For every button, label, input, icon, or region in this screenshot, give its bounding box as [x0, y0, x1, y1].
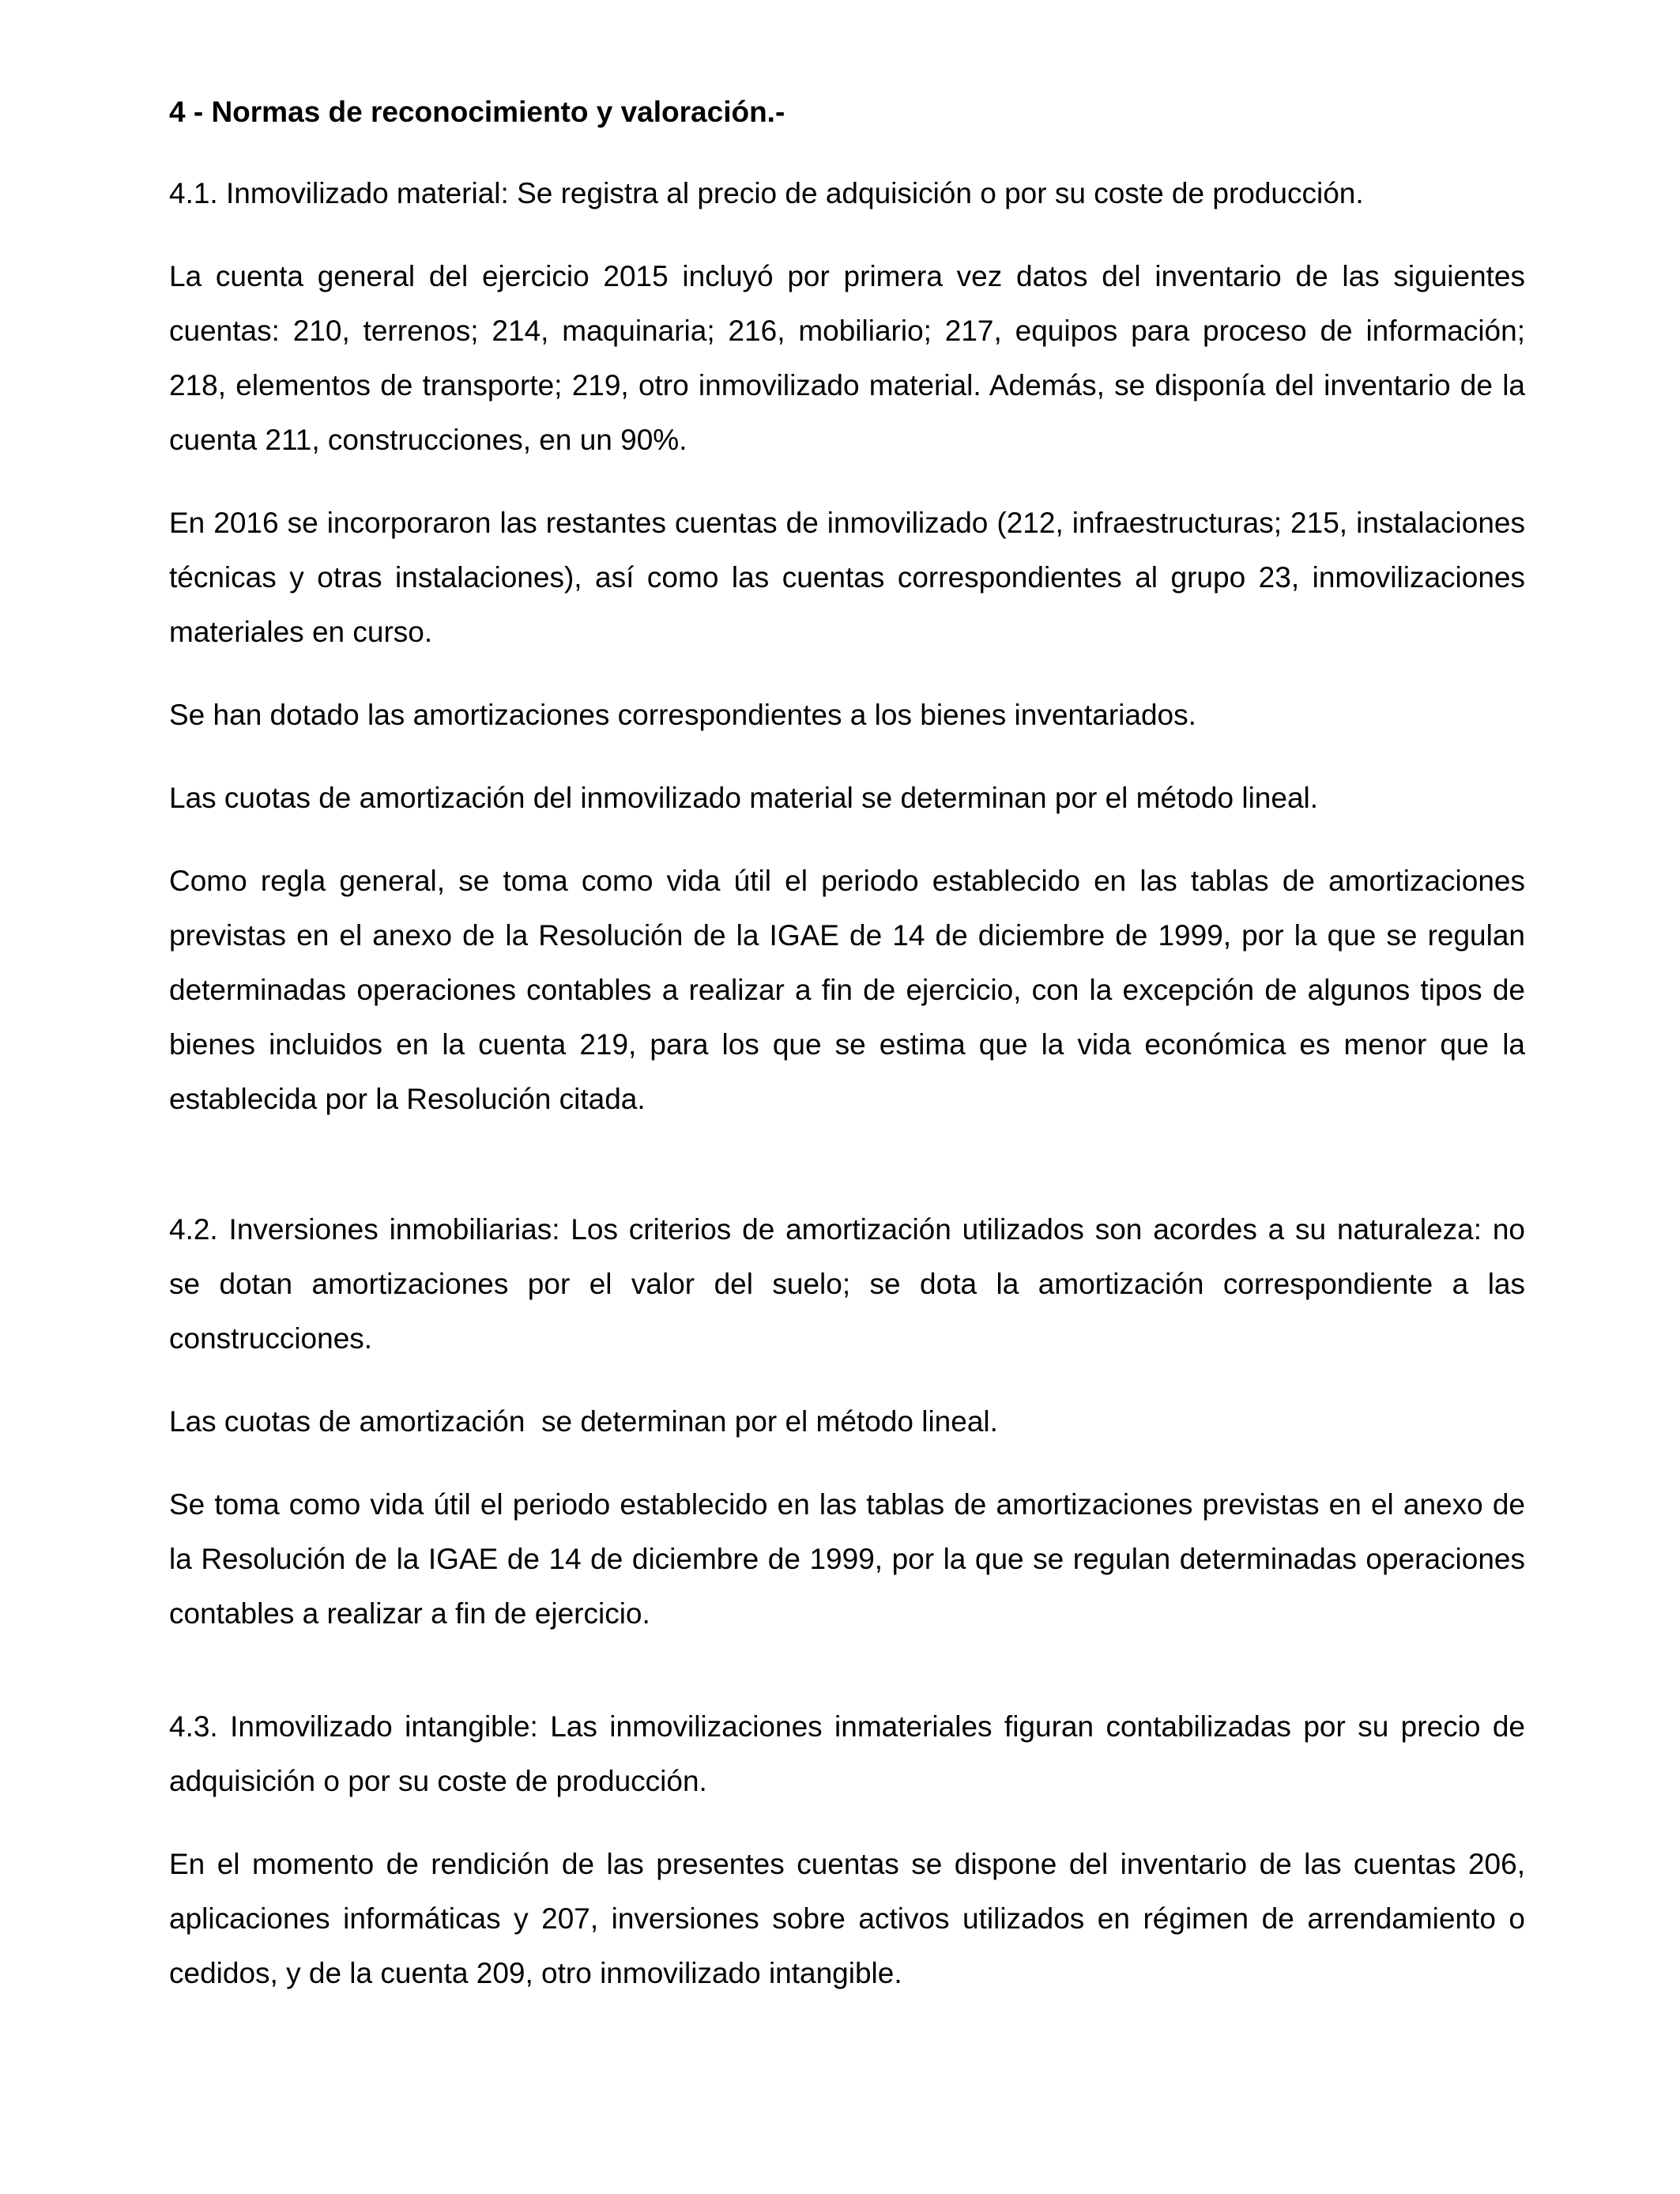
paragraph-4-1-amortizations: Se han dotado las amortizaciones correspondientes a los bienes inventariados.: [169, 699, 1196, 731]
paragraph-4-2-useful-life: Se toma como vida útil el periodo establecido en las tablas de amortizaciones previstas en el anexo de la Resolución de la IGAE de 14 de diciembre de 1999, por la que se regulan determinadas operaciones contables a realizar a fin de ejercicio.: [169, 1488, 1525, 1630]
paragraph-4-2-intro: 4.2. Inversiones inmobiliarias: Los criterios de amortización utilizados son acordes a su naturaleza: no se dotan amortizaciones por el valor del suelo; se dota la amortización correspondiente a las construcciones.: [169, 1213, 1525, 1355]
paragraph-4-1-useful-life: Como regla general, se toma como vida útil el periodo establecido en las tablas de amortizaciones previstas en el anexo de la Resolución de la IGAE de 14 de diciembre de 1999, por la que se regulan determinadas operaciones contables a realizar a fin de ejercicio, con la excepción de algunos tipos de bienes incluidos en la cuenta 219, para los que se estima que la vida económica es menor que la establecida por la Resolución citada.: [169, 865, 1525, 1115]
paragraph-4-1-method: Las cuotas de amortización del inmovilizado material se determinan por el método lineal.: [169, 782, 1319, 814]
paragraph-4-1-inventory-2015: La cuenta general del ejercicio 2015 incluyó por primera vez datos del inventario de las siguientes cuentas: 210, terrenos; 214, maquinaria; 216, mobiliario; 217, equipos para proceso de información; 218, elementos de transporte; 219, otro inmovilizado material. Además, se disponía del inventario de la cuenta 211, construcciones, en un 90%.: [169, 260, 1525, 456]
document-body: [169, 85, 1525, 2029]
paragraph-4-2-method: Las cuotas de amortización se determinan por el método lineal.: [169, 1405, 998, 1438]
paragraph-4-3-inventory: En el momento de rendición de las presentes cuentas se dispone del inventario de las cuentas 206, aplicaciones informáticas y 207, inversiones sobre activos utilizados en régimen de arrendamiento o cedidos, y de la cuenta 209, otro inmovilizado intangible.: [169, 1848, 1525, 1989]
section-heading: 4 - Normas de reconocimiento y valoración.-: [169, 96, 785, 128]
paragraph-4-1-intro: 4.1. Inmovilizado material: Se registra al precio de adquisición o por su coste de producción.: [169, 177, 1364, 209]
paragraph-4-3-intro: 4.3. Inmovilizado intangible: Las inmovilizaciones inmateriales figuran contabilizadas por su precio de adquisición o por su coste de producción.: [169, 1710, 1525, 1797]
paragraph-4-1-inventory-2016: En 2016 se incorporaron las restantes cuentas de inmovilizado (212, infraestructuras; 215, instalaciones técnicas y otras instalaciones), así como las cuentas correspondientes al grupo 23, inmovilizaciones materiales en curso.: [169, 507, 1525, 648]
